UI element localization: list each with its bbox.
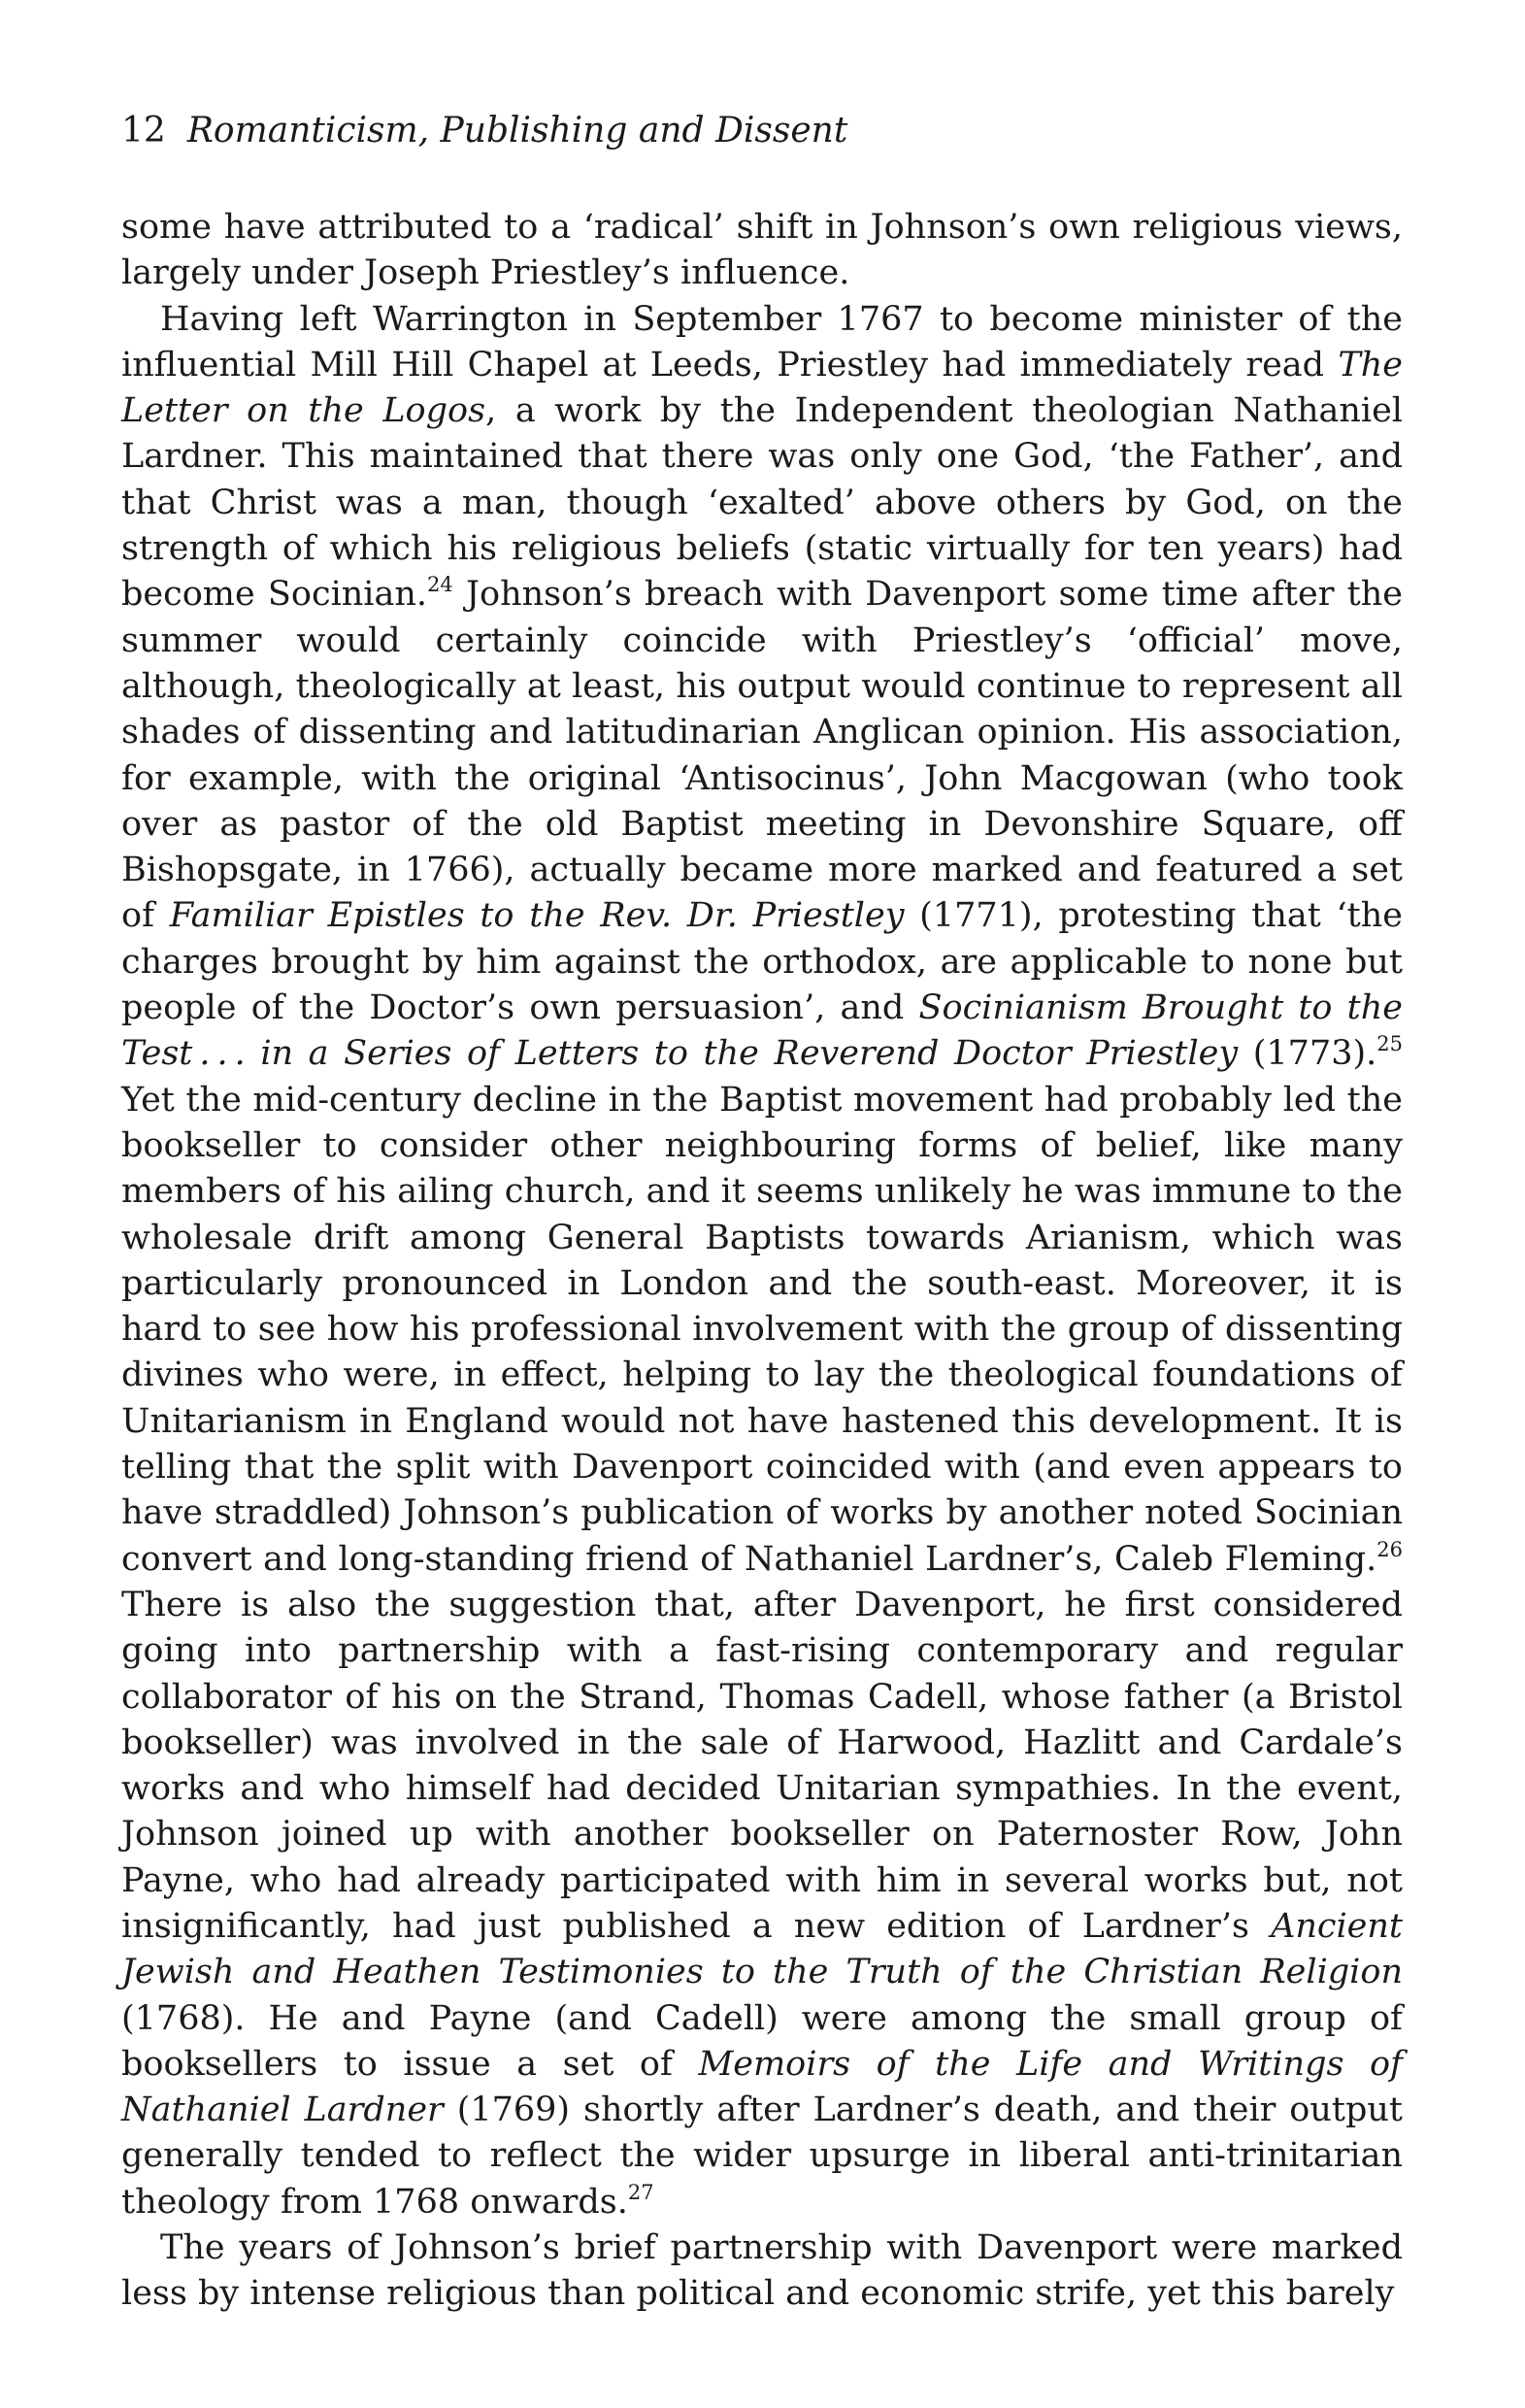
footnote-ref: 27 bbox=[627, 2180, 654, 2204]
italic-title: Familiar Epistles to the Rev. Dr. Priestley bbox=[169, 896, 905, 936]
text-run: The years of Johnson’s brief partnership with Davenport were marked less by intense religious than political and economic strife, yet this barely bbox=[121, 2228, 1403, 2314]
footnote-ref: 26 bbox=[1376, 1537, 1403, 1561]
text-run: Having left Warrington in September 1767 to become minister of the influential Mill Hill Chapel at Leeds, Priestley had immediately read bbox=[121, 299, 1403, 385]
footnote-ref: 24 bbox=[427, 573, 453, 597]
italic-title: The Letter on the Logos bbox=[121, 345, 1403, 431]
footnote-ref: 25 bbox=[1376, 1032, 1403, 1056]
text-run: Yet the mid-century decline in the Baptist movement had probably led the bookseller to consider other neighbouring forms of belief, like many members of his ailing church, and it seems unlikely he was immune to the wholesale drift among General Baptists towards Arianism, which was particularly pronounced in London and the south-east. Moreover, it is hard to see how his professional involvement with the group of dissenting divines who were, in effect, helping to lay the theological foundations of Unitarianism in England would not have hastened this development. It is telling that the split with Davenport coincided with (and even appears to have straddled) Johnson’s publication of works by another noted Socinian convert and long-standing friend of Nathaniel Lardner’s, Caleb Fleming. bbox=[121, 1080, 1403, 1579]
text-run: There is also the suggestion that, after Davenport, he first considered going into partnership with a fast-rising contemporary and regular collaborator of his on the Strand, Thomas Cadell, whose father (a Bristol bookseller) was involved in the sale of Harwood, Hazlitt and Cardale’s works and who himself had decided Unitarian sympathies. In the event, Johnson joined up with another bookseller on Paternoster Row, John Payne, who had already participated with him in several works but, not insignificantly, had just published a new edition of Lardner’s bbox=[121, 1585, 1403, 1946]
text-run: (1768). He and Payne (and Cadell) were among the small group of booksellers to issue a set of bbox=[121, 1998, 1403, 2084]
italic-title: Ancient Jewish and Heathen Testimonies to the Truth of the Christian Religion bbox=[121, 1906, 1403, 1992]
running-title: Romanticism, Publishing and Dissent bbox=[186, 111, 848, 150]
text-run: , a work by the Independent theologian Nathaniel Lardner. This maintained that there was only one God, ‘the Father’, and that Christ was a man, though ‘exalted’ above others by God, on the strength of which his religious beliefs (static virtually for ten years) had become Socinian. bbox=[121, 391, 1403, 615]
text-run: (1769) shortly after Lardner’s death, and their output generally tended to reflect the wider upsurge in liberal anti-trinitarian theology from 1768 onwards. bbox=[121, 2090, 1403, 2222]
text-run: (1771), protesting that ‘the charges brought by him against the orthodox, are applicable to none but people of the Doctor’s own persuasion’, and bbox=[121, 896, 1403, 1028]
running-header bbox=[121, 110, 847, 152]
paragraph bbox=[121, 2225, 1403, 2318]
text-run: Johnson’s breach with Davenport some time after the summer would certainly coincide with Priestley’s ‘official’ move, although, theologically at least, his output would continue to represent all shades of dissenting and latitudinarian Anglican opinion. His association, for example, with the original ‘Antisocinus’, John Macgowan (who took over as pastor of the old Baptist meeting in Devonshire Square, off Bishopsgate, in 1766), actually became more marked and featured a set of bbox=[121, 575, 1403, 936]
text-run: some have attributed to a ‘radical’ shift in Johnson’s own religious views, largely under Joseph Priestley’s influence. bbox=[121, 208, 1403, 293]
italic-title: Socinianism Brought to the Test . . . in a Series of Letters to the Reverend Doctor Priestley bbox=[121, 988, 1403, 1074]
italic-title: Memoirs of the Life and Writings of Nathaniel Lardner bbox=[121, 2044, 1403, 2130]
paragraph bbox=[121, 297, 1403, 2225]
page-number: 12 bbox=[121, 111, 166, 150]
body-text bbox=[121, 205, 1403, 2318]
paragraph bbox=[121, 205, 1403, 297]
text-run: (1773). bbox=[1238, 1034, 1377, 1074]
